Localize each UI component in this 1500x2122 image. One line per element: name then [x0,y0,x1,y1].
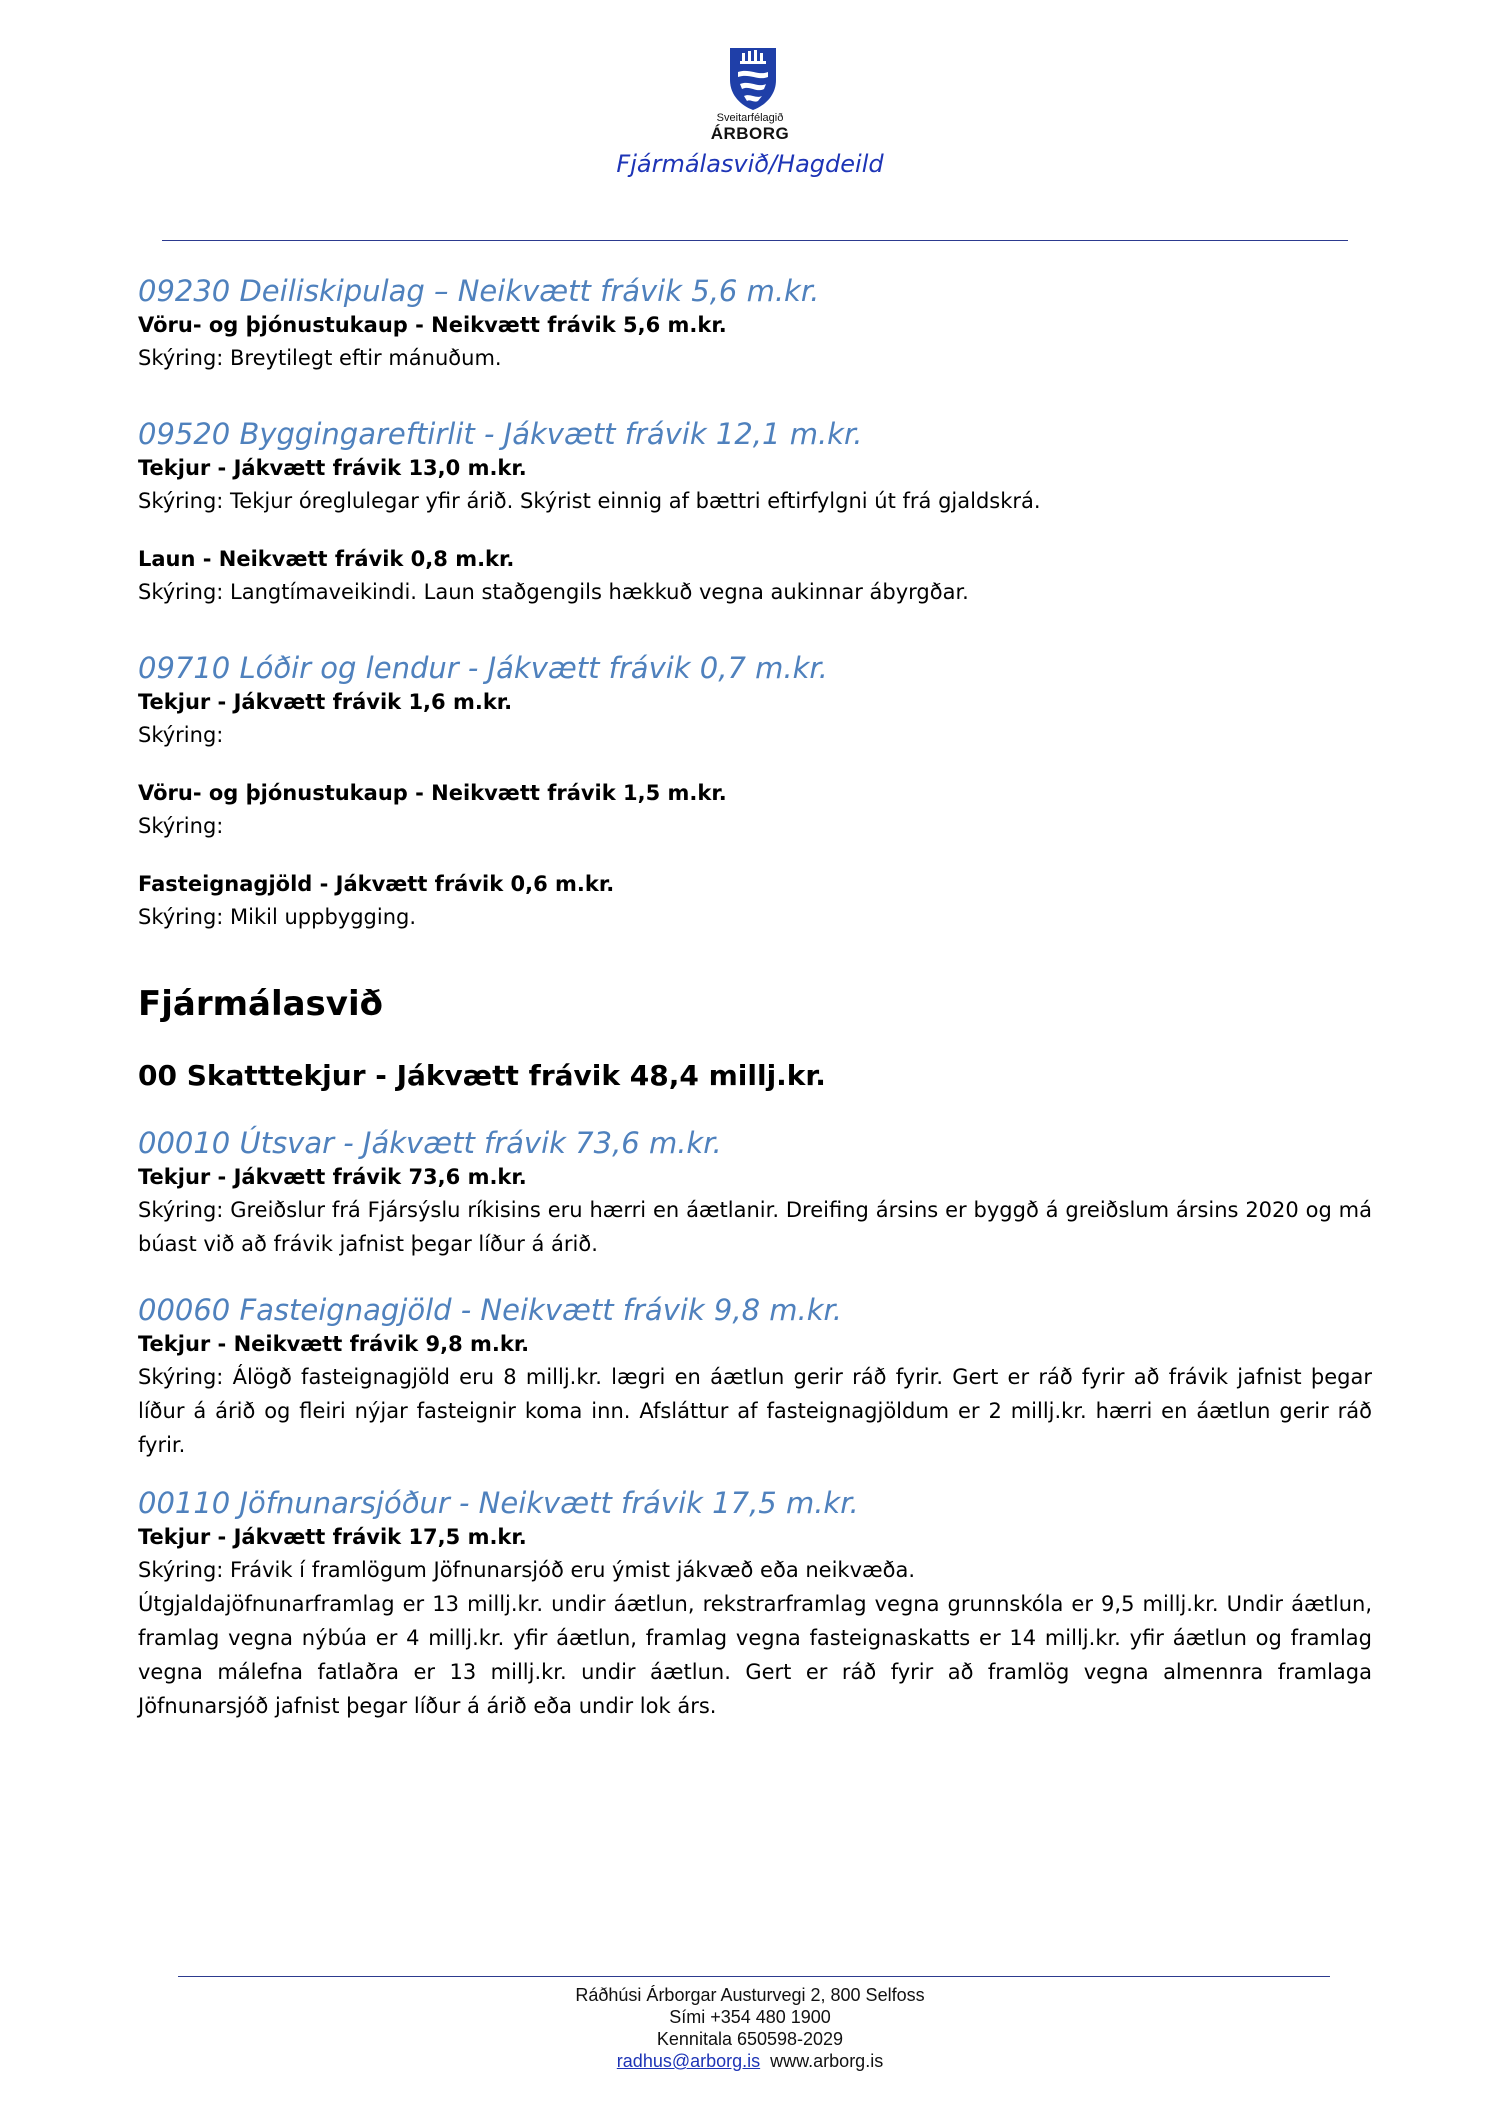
footer-phone: Sími +354 480 1900 [669,2007,831,2027]
email-link[interactable]: radhus@arborg.is [616,2051,761,2071]
item-explanation: Skýring: Tekjur óreglulegar yfir árið. Skýrist einnig af bættri eftirfylgni út frá gjaldskrá. [138,489,1041,513]
item-subtitle: Tekjur - Jákvætt frávik 73,6 m.kr. [138,1165,527,1189]
footer-divider [178,1976,1330,1977]
section-title: 09520 Byggingareftirlit - Jákvætt frávik 12,1 m.kr. [138,417,863,451]
item-subtitle: Tekjur - Jákvætt frávik 13,0 m.kr. [138,456,527,480]
document-body [138,272,1372,1723]
logo-municipality-label: Sveitarfélagið [716,112,784,124]
section-09520 [138,415,1372,609]
section-09710 [138,649,1372,934]
logo-municipality-name: ÁRBORG [710,124,790,143]
website-link[interactable]: www.arborg.is [770,2051,884,2071]
footer-kennitala: Kennitala 650598-2029 [656,2029,844,2049]
item-explanation: Skýring: Álögð fasteignagjöld eru 8 millj.kr. lægri en áætlun gerir ráð fyrir. Gert er ráð fyrir að frávik jafnist þegar líður á árið og fleiri nýjar fasteignir koma inn. Afsláttur af fasteignagjöldum er 2 millj.kr. hærri en áætlun gerir ráð fyrir. [138,1365,1372,1457]
item-subtitle: Fasteignagjöld - Jákvætt frávik 0,6 m.kr. [138,872,615,896]
item-subtitle: Vöru- og þjónustukaup - Neikvætt frávik 1,5 m.kr. [138,781,727,805]
item-explanation: Skýring: [138,814,224,838]
item-group [138,544,1372,609]
footer-contact [400,1984,1100,2072]
footer-links [400,2050,1100,2072]
item-subtitle: Tekjur - Neikvætt frávik 9,8 m.kr. [138,1332,530,1356]
item-subtitle: Tekjur - Jákvætt frávik 1,6 m.kr. [138,690,513,714]
section-title: 00110 Jöfnunarsjóður - Neikvætt frávik 17,5 m.kr. [138,1486,859,1520]
footer-address: Ráðhúsi Árborgar Austurvegi 2, 800 Selfoss [575,1985,925,2005]
header-divider [162,240,1348,241]
item-group [138,869,1372,934]
main-heading: Fjármálasvið [138,984,383,1024]
section-00110 [138,1484,1372,1723]
section-title: 09710 Lóðir og lendur - Jákvætt frávik 0,7 m.kr. [138,651,828,685]
item-explanation: Skýring: [138,723,224,747]
department-title: Fjármálasvið/Hagdeild [616,150,884,178]
section-09230 [138,272,1372,375]
item-subtitle: Vöru- og þjónustukaup - Neikvætt frávik 5,6 m.kr. [138,313,727,337]
item-explanation: Skýring: Frávik í framlögum Jöfnunarsjóð eru ýmist jákvæð eða neikvæða. [138,1558,916,1582]
item-explanation: Skýring: Greiðslur frá Fjársýslu ríkisins eru hærri en áætlanir. Dreifing ársins er byggð á greiðslum ársins 2020 og má búast við að frávik jafnist þegar líður á árið. [138,1198,1372,1256]
item-explanation: Skýring: Mikil uppbygging. [138,905,417,929]
item-explanation: Skýring: Langtímaveikindi. Laun staðgengils hækkuð vegna aukinnar ábyrgðar. [138,580,969,604]
section-title: 00010 Útsvar - Jákvætt frávik 73,6 m.kr. [138,1126,722,1160]
item-explanation: Skýring: Breytilegt eftir mánuðum. [138,346,502,370]
section-00060 [138,1291,1372,1462]
item-subtitle: Laun - Neikvætt frávik 0,8 m.kr. [138,547,515,571]
section-00010 [138,1124,1372,1261]
page-header [0,0,1500,250]
section-title: 00060 Fasteignagjöld - Neikvætt frávik 9,8 m.kr. [138,1293,843,1327]
item-explanation-detail: Útgjaldajöfnunarframlag er 13 millj.kr. undir áætlun, rekstrarframlag vegna grunnskóla er 9,5 millj.kr. Undir áætlun, framlag vegna nýbúa er 4 millj.kr. yfir áætlun, framlag vegna fasteignaskatts er 14 millj.kr. yfir áætlun og framlag vegna málefna fatlaðra er 13 millj.kr. undir áætlun. Gert er ráð fyrir að framlög vegna almennra framlaga Jöfnunarsjóð jafnist þegar líður á árið eða undir lok árs. [138,1592,1372,1718]
arborg-crest-icon [728,46,778,112]
item-subtitle: Tekjur - Jákvætt frávik 17,5 m.kr. [138,1525,527,1549]
item-group [138,778,1372,843]
sub-heading: 00 Skatttekjur - Jákvætt frávik 48,4 millj.kr. [138,1059,826,1092]
section-title: 09230 Deiliskipulag – Neikvætt frávik 5,6 m.kr. [138,274,820,308]
